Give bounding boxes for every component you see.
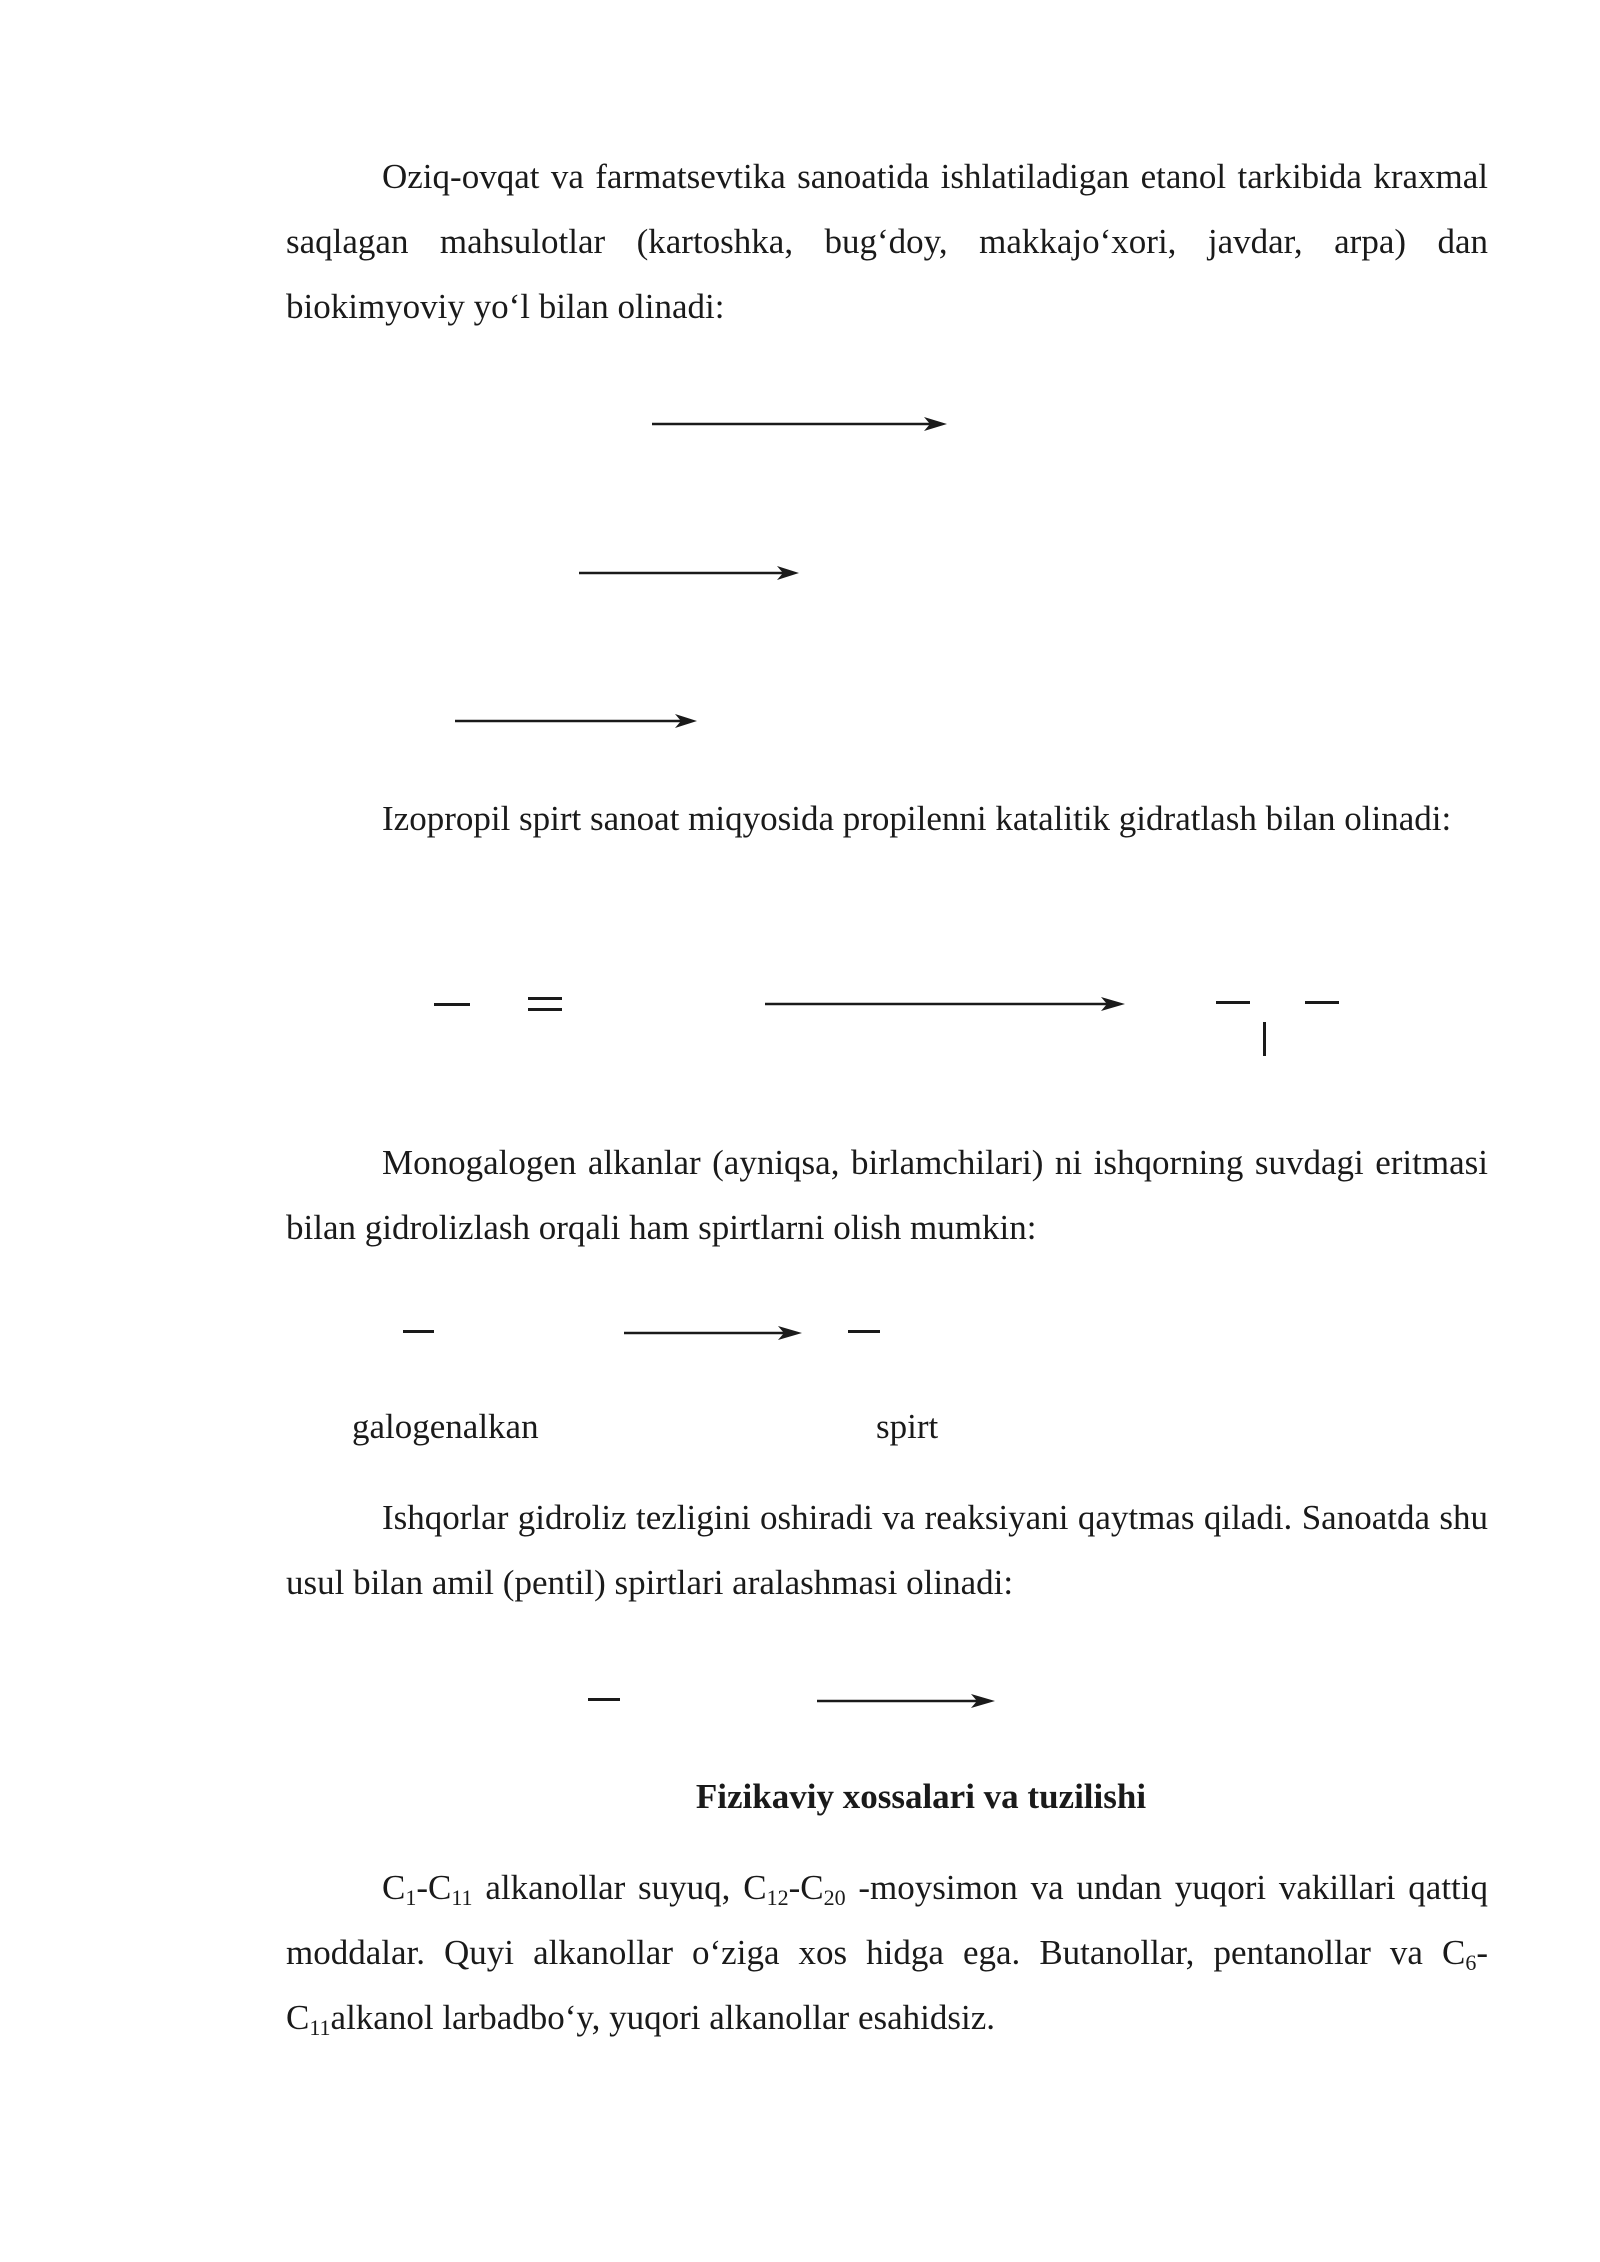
text-run: -C: [416, 1868, 452, 1907]
text-run: -C: [286, 1933, 1488, 2037]
paragraph-ethanol-production: Oziq-ovqat va farmatsevtika sanoatida ishlatiladigan etanol tarkibida kraxmal saqlagan mahsulotlar (kartoshka, bug‘doy, makkajo‘xori, javdar, arpa) dan biokimyoviy yo‘l bilan olinadi:: [286, 157, 1488, 326]
single-bond-2: [1216, 1001, 1250, 1004]
subscript: 1: [405, 1885, 417, 1910]
paragraph-physical-properties: [286, 1855, 1488, 2050]
text-run: -moysimon va undan yuqori vakillari qattiq moddalar. Quyi alkanollar o‘ziga xos hidga ega. Butanollar, pentanollar va C: [286, 1868, 1488, 1972]
subscript: 6: [1465, 1950, 1477, 1975]
text-run: -C: [788, 1868, 824, 1907]
reaction-arrow-6: [817, 1692, 995, 1710]
reaction-arrow-2: [579, 564, 799, 582]
subscript: 11: [451, 1885, 473, 1910]
subscript: 11: [309, 2015, 331, 2040]
single-bond-6: [588, 1698, 620, 1701]
paragraph-alkalis: Ishqorlar gidroliz tezligini oshiradi va reaksiyani qaytmas qiladi. Sanoatda shu usul bilan amil (pentil) spirtlari aralashmasi olinadi:: [286, 1498, 1488, 1602]
vertical-bond: [1263, 1022, 1266, 1056]
section-heading: Fizikaviy xossalari va tuzilishi: [695, 1777, 1147, 1816]
single-bond-4: [403, 1330, 434, 1333]
paragraph-isopropyl: Izopropil spirt sanoat miqyosida propilenni katalitik gidratlash bilan olinadi:: [382, 799, 1452, 838]
reaction-arrow-4: [765, 995, 1125, 1013]
subscript: 12: [766, 1885, 789, 1910]
double-bond-bottom: [528, 1008, 562, 1011]
paragraph-monohaloalkanes: Monogalogen alkanlar (ayniqsa, birlamchilari) ni ishqorning suvdagi eritmasi bilan gidrolizlash orqali ham spirtlarni olish mumkin:: [286, 1143, 1488, 1247]
subscript: 20: [823, 1885, 846, 1910]
double-bond-top: [528, 997, 562, 1000]
text-run: alkanol larbadbo‘y, yuqori alkanollar esahidsiz.: [330, 1998, 995, 2037]
single-bond-1: [434, 1003, 470, 1006]
reaction-arrow-5: [624, 1324, 802, 1342]
label-spirt: spirt: [876, 1407, 939, 1446]
reaction-arrow-3: [455, 712, 697, 730]
label-galogenalkan: galogenalkan: [352, 1407, 539, 1446]
text-run: alkanollar suyuq, C: [472, 1868, 767, 1907]
single-bond-3: [1305, 1001, 1339, 1004]
text-run: C: [382, 1868, 406, 1907]
reaction-arrow-1: [652, 415, 947, 433]
single-bond-5: [848, 1330, 880, 1333]
